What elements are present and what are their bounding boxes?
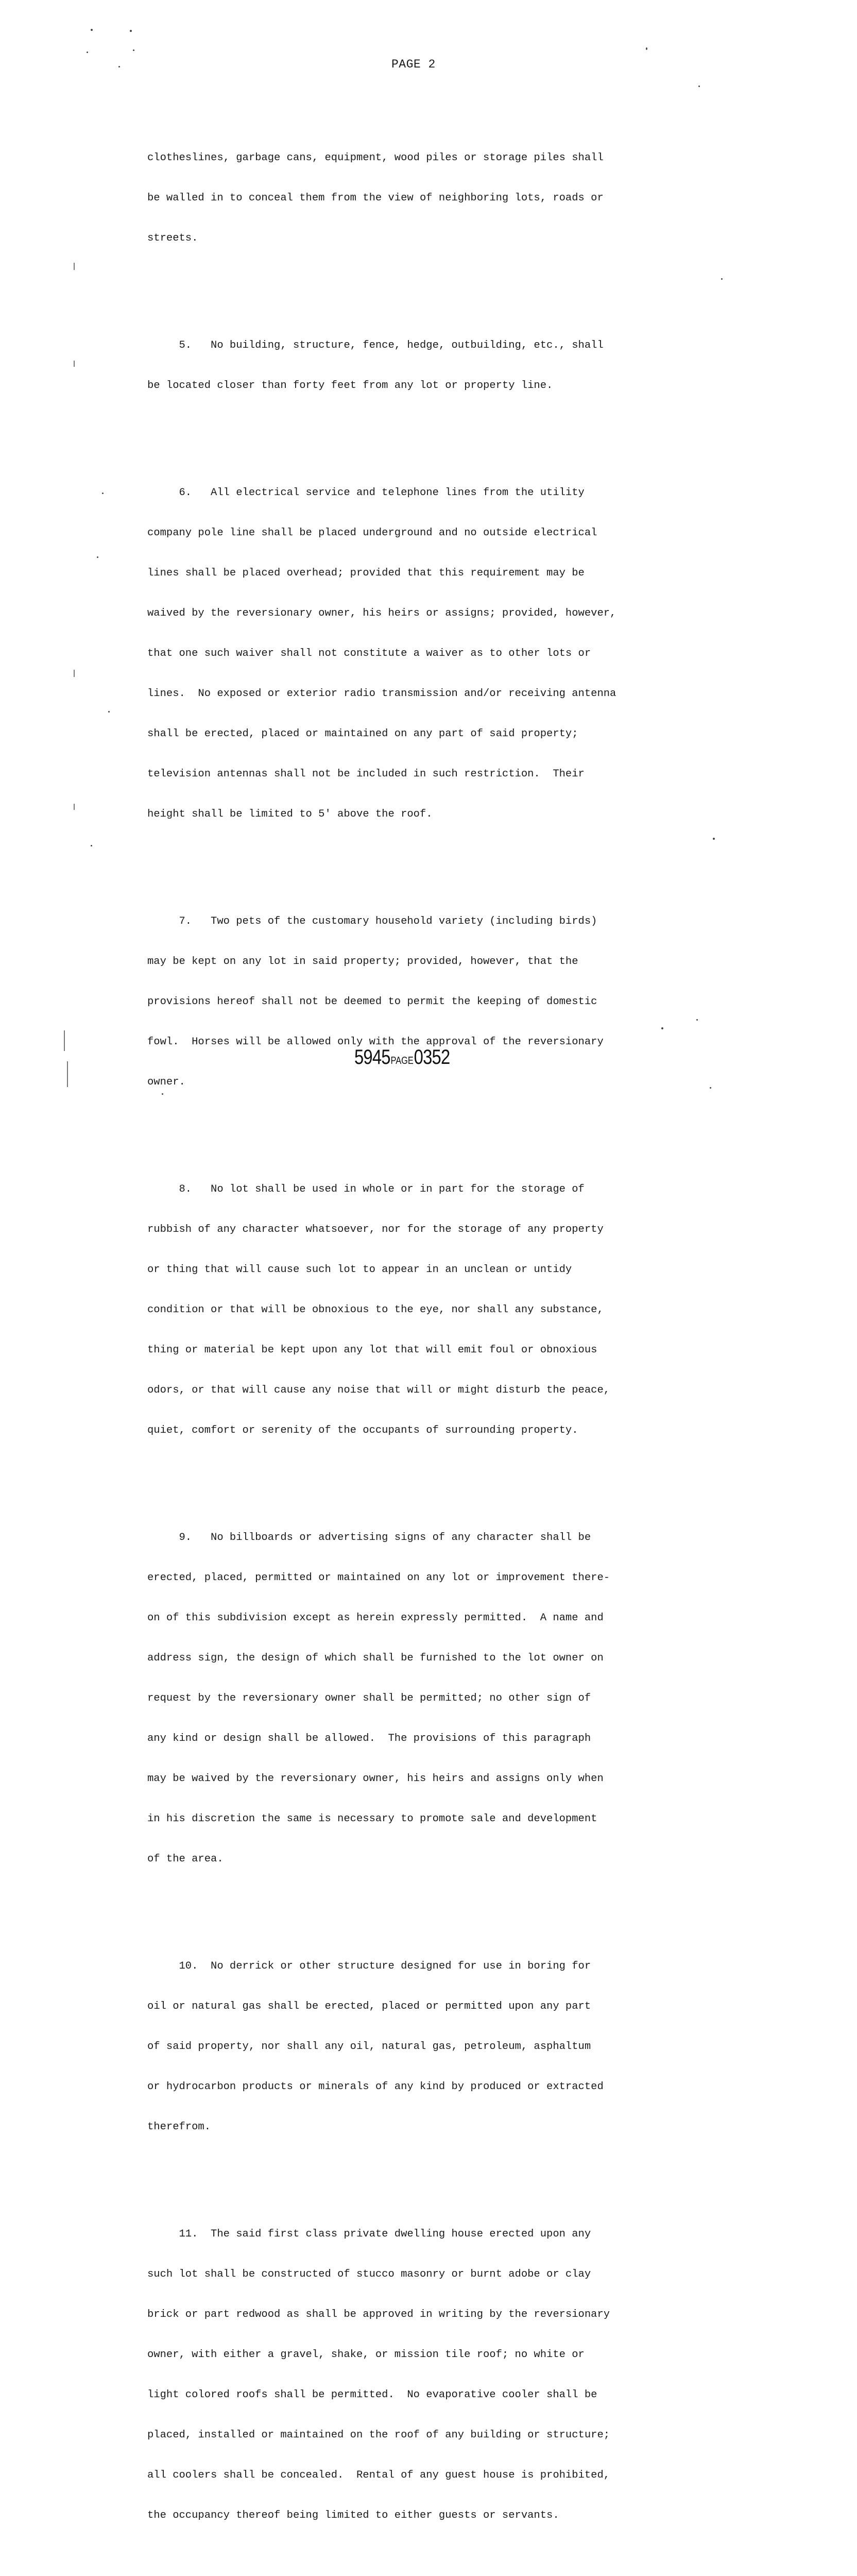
scan-speck	[661, 1027, 663, 1029]
scan-speck	[698, 86, 700, 87]
text-line: 5. No building, structure, fence, hedge, outbuilding, etc., shall	[147, 340, 604, 351]
text-line: fowl. Horses will be allowed only with the approval of the reversionary	[147, 1036, 604, 1048]
text-line: owner.	[147, 1076, 185, 1088]
scan-speck	[713, 838, 715, 840]
scan-edge-mark	[64, 1030, 65, 1051]
scan-speck	[130, 30, 132, 32]
text-line: quiet, comfort or serenity of the occupants of surrounding property.	[147, 1425, 578, 1436]
text-line: clotheslines, garbage cans, equipment, wood piles or storage piles shall	[147, 152, 604, 164]
text-line: erected, placed, permitted or maintained on any lot or improvement there-	[147, 1572, 610, 1584]
text-line: may be kept on any lot in said property; provided, however, that the	[147, 956, 578, 968]
text-line: television antennas shall not be included in such restriction. Their	[147, 768, 585, 780]
scan-speck	[108, 711, 110, 713]
text-line: request by the reversionary owner shall be permitted; no other sign of	[147, 1692, 591, 1704]
text-line: 6. All electrical service and telephone lines from the utility	[147, 487, 585, 499]
scan-speck	[646, 47, 647, 50]
text-line: rubbish of any character whatsoever, nor for the storage of any property	[147, 1224, 604, 1235]
scan-speck	[118, 66, 120, 67]
scan-speck	[91, 845, 92, 846]
scan-edge-mark	[67, 1061, 68, 1087]
text-line: shall be erected, placed or maintained on any part of said property;	[147, 728, 578, 740]
text-line: condition or that will be obnoxious to the eye, nor shall any substance,	[147, 1304, 604, 1316]
recording-stamp	[354, 1046, 450, 1069]
paragraph-8	[147, 1156, 662, 1464]
paragraph-10	[147, 1933, 662, 2161]
scan-edge-mark	[74, 263, 75, 270]
text-line: such lot shall be constructed of stucco masonry or burnt adobe or clay	[147, 2268, 591, 2280]
scan-speck	[91, 29, 93, 31]
text-line: address sign, the design of which shall be furnished to the lot owner on	[147, 1652, 604, 1664]
text-line: any kind or design shall be allowed. The provisions of this paragraph	[147, 1733, 591, 1744]
text-line: waived by the reversionary owner, his heirs or assigns; provided, however,	[147, 607, 616, 619]
text-line: of said property, nor shall any oil, natural gas, petroleum, asphaltum	[147, 2041, 591, 2053]
text-line: thing or material be kept upon any lot that will emit foul or obnoxious	[147, 1344, 597, 1356]
scan-edge-mark	[74, 361, 75, 367]
scan-edge-mark	[74, 804, 75, 810]
scan-speck	[162, 1093, 163, 1095]
text-line: 10. No derrick or other structure designed for use in boring for	[147, 1960, 591, 1972]
scan-speck	[102, 493, 104, 494]
scan-speck	[696, 1019, 698, 1021]
text-line: 7. Two pets of the customary household variety (including birds)	[147, 916, 597, 927]
text-line: light colored roofs shall be permitted. No evaporative cooler shall be	[147, 2389, 597, 2401]
text-line: 9. No billboards or advertising signs of any character shall be	[147, 1532, 591, 1544]
text-line: odors, or that will cause any noise that will or might disturb the peace,	[147, 1384, 610, 1396]
text-line: 8. No lot shall be used in whole or in part for the storage of	[147, 1183, 585, 1195]
text-line: be located closer than forty feet from any lot or property line.	[147, 380, 553, 392]
text-line: height shall be limited to 5' above the roof.	[147, 808, 433, 820]
text-line: the occupancy thereof being limited to either guests or servants.	[147, 2510, 559, 2521]
paragraph-5	[147, 312, 662, 419]
paragraph-7	[147, 888, 662, 1116]
text-line: or thing that will cause such lot to appear in an unclean or untidy	[147, 1264, 572, 1276]
page-header: PAGE 2	[391, 58, 436, 71]
text-line: all coolers shall be concealed. Rental of any guest house is prohibited,	[147, 2469, 610, 2481]
scan-speck	[710, 1087, 711, 1089]
text-line: provisions hereof shall not be deemed to permit the keeping of domestic	[147, 996, 597, 1008]
text-line: or hydrocarbon products or minerals of any kind by produced or extracted	[147, 2081, 604, 2093]
scan-speck	[97, 556, 98, 558]
text-line: in his discretion the same is necessary to promote sale and development	[147, 1813, 597, 1825]
text-line: 11. The said first class private dwelling house erected upon any	[147, 2228, 591, 2240]
text-line: brick or part redwood as shall be approved in writing by the reversionary	[147, 2309, 610, 2320]
text-line: lines. No exposed or exterior radio transmission and/or receiving antenna	[147, 688, 616, 700]
text-line: of the area.	[147, 1853, 224, 1865]
scan-edge-mark	[74, 670, 75, 677]
page-word: PAGE	[390, 1055, 414, 1066]
paragraph-continuation	[147, 125, 662, 272]
text-line: oil or natural gas shall be erected, placed or permitted upon any part	[147, 2001, 591, 2012]
scan-speck	[87, 52, 88, 53]
text-line: company pole line shall be placed underground and no outside electrical	[147, 527, 597, 539]
text-line: on of this subdivision except as herein expressly permitted. A name and	[147, 1612, 604, 1624]
scan-speck	[721, 278, 723, 280]
paragraph-11	[147, 2201, 662, 2549]
text-line: placed, installed or maintained on the roof of any building or structure;	[147, 2429, 610, 2441]
text-line: owner, with either a gravel, shake, or mission tile roof; no white or	[147, 2349, 585, 2361]
text-line: lines shall be placed overhead; provided that this requirement may be	[147, 567, 585, 579]
text-line: therefrom.	[147, 2121, 211, 2133]
text-line: may be waived by the reversionary owner, his heirs and assigns only when	[147, 1773, 604, 1785]
scan-speck	[133, 49, 134, 51]
paragraph-6	[147, 460, 662, 848]
text-line: that one such waiver shall not constitute a waiver as to other lots or	[147, 648, 591, 659]
book-number: 5945	[354, 1046, 390, 1069]
document-body	[147, 98, 662, 2576]
page-number: 0352	[414, 1046, 450, 1069]
text-line: streets.	[147, 232, 198, 244]
text-line: be walled in to conceal them from the view of neighboring lots, roads or	[147, 192, 604, 204]
paragraph-9	[147, 1504, 662, 1893]
